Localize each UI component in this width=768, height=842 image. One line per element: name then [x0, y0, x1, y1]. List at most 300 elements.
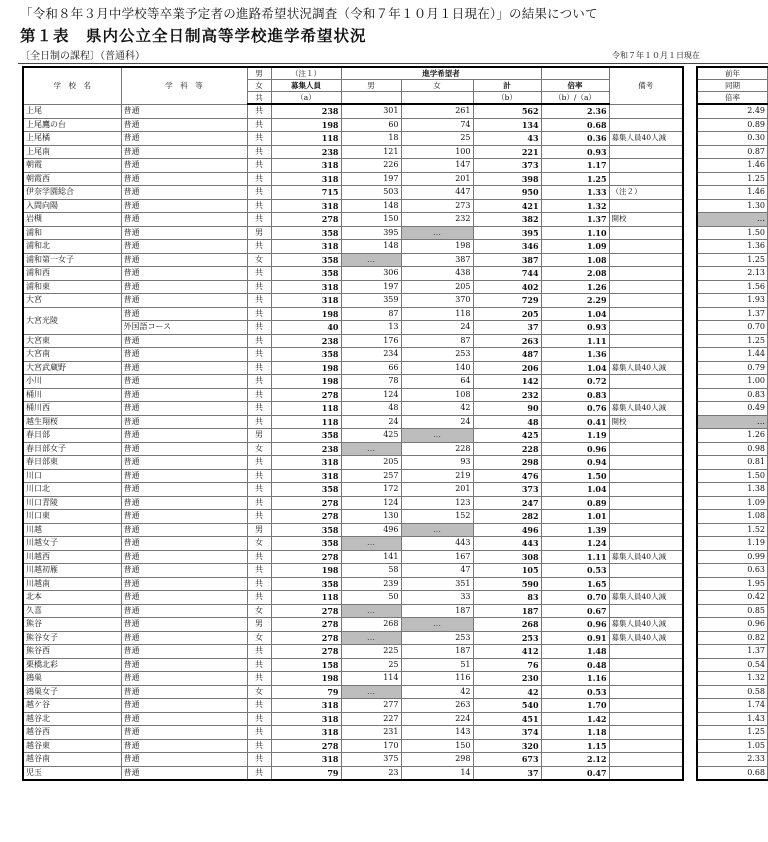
total-count-cell: 187	[473, 604, 541, 618]
total-count-cell: 412	[473, 645, 541, 659]
female-count-cell: 438	[401, 267, 473, 281]
school-name-cell: 春日部東	[23, 456, 121, 470]
table-row	[23, 145, 683, 159]
prev-table-row	[697, 253, 768, 267]
gender-cell: 共	[247, 496, 271, 510]
remarks-cell	[609, 388, 683, 402]
prev-ratio-cell: 0.68	[697, 766, 768, 780]
total-count-cell: 298	[473, 456, 541, 470]
prev-table-row	[697, 510, 768, 524]
dept-cell: 普通	[121, 672, 247, 686]
table-row	[23, 753, 683, 767]
capacity-cell: 278	[271, 510, 341, 524]
female-count-cell: 24	[401, 415, 473, 429]
remarks-cell	[609, 280, 683, 294]
dept-cell: 普通	[121, 186, 247, 200]
female-count-cell: …	[401, 618, 473, 632]
dept-cell: 普通	[121, 537, 247, 551]
table-row	[23, 294, 683, 308]
table-row	[23, 240, 683, 254]
female-count-cell: 443	[401, 537, 473, 551]
prev-ratio-cell: 0.63	[697, 564, 768, 578]
ratio-cell: 1.32	[541, 199, 609, 213]
gender-cell: 女	[247, 442, 271, 456]
table-row	[23, 456, 683, 470]
gender-cell: 共	[247, 456, 271, 470]
prev-ratio-cell: 1.05	[697, 739, 768, 753]
female-count-cell: 232	[401, 213, 473, 227]
prev-ratio-cell: 0.96	[697, 618, 768, 632]
gender-cell: 男	[247, 226, 271, 240]
male-count-cell: 277	[341, 699, 401, 713]
remarks-cell: 募集人員40人減	[609, 631, 683, 645]
table-row	[23, 550, 683, 564]
table-row	[23, 766, 683, 780]
capacity-cell: 238	[271, 442, 341, 456]
remarks-cell	[609, 307, 683, 321]
capacity-cell: 278	[271, 645, 341, 659]
capacity-cell: 278	[271, 618, 341, 632]
ratio-cell: 0.68	[541, 118, 609, 132]
male-count-cell: 18	[341, 132, 401, 146]
col-header-female: 女	[401, 80, 473, 92]
dept-cell: 普通	[121, 523, 247, 537]
male-count-cell: 130	[341, 510, 401, 524]
remarks-cell	[609, 564, 683, 578]
capacity-cell: 358	[271, 253, 341, 267]
remarks-cell	[609, 348, 683, 362]
male-count-cell: 425	[341, 429, 401, 443]
capacity-cell: 358	[271, 523, 341, 537]
capacity-cell: 318	[271, 753, 341, 767]
table-row	[23, 334, 683, 348]
prev-ratio-cell: 1.50	[697, 469, 768, 483]
remarks-cell	[609, 685, 683, 699]
female-count-cell: 387	[401, 253, 473, 267]
course-label: 〔全日制の課程〕（普通科）	[20, 51, 145, 62]
school-name-cell: 入間向陽	[23, 199, 121, 213]
remarks-cell: （注２）	[609, 186, 683, 200]
gender-cell: 共	[247, 645, 271, 659]
male-count-cell: 395	[341, 226, 401, 240]
total-count-cell: 562	[473, 104, 541, 118]
prev-table-row	[697, 537, 768, 551]
dept-cell: 普通	[121, 456, 247, 470]
male-count-cell: 197	[341, 172, 401, 186]
dept-cell: 外国語コース	[121, 321, 247, 335]
gender-cell: 共	[247, 294, 271, 308]
ratio-cell: 1.18	[541, 726, 609, 740]
prev-ratio-cell: 1.95	[697, 577, 768, 591]
table-row	[23, 226, 683, 240]
total-count-cell: 425	[473, 429, 541, 443]
school-name-cell: 栗橋北彩	[23, 658, 121, 672]
school-name-cell: 大宮南	[23, 348, 121, 362]
prev-table-row	[697, 726, 768, 740]
prev-table-row	[697, 334, 768, 348]
capacity-cell: 278	[271, 631, 341, 645]
female-count-cell: 351	[401, 577, 473, 591]
male-count-cell: 197	[341, 280, 401, 294]
capacity-cell: 318	[271, 699, 341, 713]
school-name-cell: 浦和西	[23, 267, 121, 281]
female-count-cell: 205	[401, 280, 473, 294]
col-header-applicants: 進学希望者	[341, 67, 541, 80]
female-count-cell: 118	[401, 307, 473, 321]
table-row	[23, 469, 683, 483]
capacity-cell: 198	[271, 361, 341, 375]
col-header-note1: （注１）	[271, 67, 341, 80]
dept-cell: 普通	[121, 442, 247, 456]
school-name-cell: 越ケ谷	[23, 699, 121, 713]
table-title: 第１表 県内公立全日制高等学校進学希望状況	[20, 26, 367, 45]
prev-table-row	[697, 132, 768, 146]
prev-table-row	[697, 577, 768, 591]
ratio-cell: 1.37	[541, 213, 609, 227]
dept-cell: 普通	[121, 510, 247, 524]
capacity-cell: 318	[271, 712, 341, 726]
table-row	[23, 348, 683, 362]
table-row	[23, 172, 683, 186]
prev-table-row	[697, 442, 768, 456]
male-count-cell: 225	[341, 645, 401, 659]
prev-table-row	[697, 672, 768, 686]
ratio-cell: 1.33	[541, 186, 609, 200]
capacity-cell: 278	[271, 550, 341, 564]
table-row	[23, 307, 683, 321]
prev-table-row	[697, 645, 768, 659]
dept-cell: 普通	[121, 645, 247, 659]
female-count-cell: 273	[401, 199, 473, 213]
remarks-cell	[609, 145, 683, 159]
table-row	[23, 699, 683, 713]
male-count-cell: 150	[341, 213, 401, 227]
dept-cell: 普通	[121, 699, 247, 713]
female-count-cell: 143	[401, 726, 473, 740]
dept-cell: 普通	[121, 685, 247, 699]
male-count-cell: …	[341, 253, 401, 267]
col-header-ratio: 倍率	[541, 80, 609, 92]
school-name-cell: 大宮	[23, 294, 121, 308]
female-count-cell: 24	[401, 321, 473, 335]
prev-ratio-cell: 1.43	[697, 712, 768, 726]
prev-table-row	[697, 172, 768, 186]
total-count-cell: 402	[473, 280, 541, 294]
capacity-cell: 715	[271, 186, 341, 200]
table-row	[23, 577, 683, 591]
male-count-cell: 227	[341, 712, 401, 726]
dept-cell: 普通	[121, 132, 247, 146]
school-name-cell: 川越初雁	[23, 564, 121, 578]
total-count-cell: 205	[473, 307, 541, 321]
remarks-cell	[609, 442, 683, 456]
remarks-cell	[609, 766, 683, 780]
ratio-cell: 0.47	[541, 766, 609, 780]
ratio-cell: 1.04	[541, 483, 609, 497]
capacity-cell: 318	[271, 456, 341, 470]
school-name-cell: 大宮武蔵野	[23, 361, 121, 375]
total-count-cell: 232	[473, 388, 541, 402]
total-count-cell: 282	[473, 510, 541, 524]
prev-table-row	[697, 712, 768, 726]
male-count-cell: 239	[341, 577, 401, 591]
gender-cell: 女	[247, 604, 271, 618]
male-count-cell: 375	[341, 753, 401, 767]
gender-cell: 共	[247, 415, 271, 429]
capacity-cell: 118	[271, 402, 341, 416]
school-name-cell: 浦和第一女子	[23, 253, 121, 267]
school-name-cell: 桶川西	[23, 402, 121, 416]
col-header-gender-male: 男	[247, 67, 271, 80]
gender-cell: 女	[247, 537, 271, 551]
col-header-remarks: 備考	[609, 67, 683, 104]
male-count-cell: 48	[341, 402, 401, 416]
prev-ratio-cell: 0.83	[697, 388, 768, 402]
prev-table-row	[697, 104, 768, 118]
gender-cell: 共	[247, 375, 271, 389]
school-name-cell: 川口	[23, 469, 121, 483]
gender-cell: 共	[247, 739, 271, 753]
prev-ratio-cell: 1.46	[697, 186, 768, 200]
ratio-cell: 0.96	[541, 442, 609, 456]
school-name-cell: 伊奈学園総合	[23, 186, 121, 200]
female-count-cell: 219	[401, 469, 473, 483]
total-count-cell: 421	[473, 199, 541, 213]
col-header-prev-ratio: 倍率	[697, 92, 768, 105]
female-count-cell: 187	[401, 645, 473, 659]
prev-table-row	[697, 699, 768, 713]
female-count-cell: 370	[401, 294, 473, 308]
prev-ratio-cell: 2.49	[697, 104, 768, 118]
male-count-cell: …	[341, 442, 401, 456]
gender-cell: 男	[247, 429, 271, 443]
gender-cell: 共	[247, 334, 271, 348]
male-count-cell: …	[341, 685, 401, 699]
prev-table-row	[697, 307, 768, 321]
table-row	[23, 672, 683, 686]
female-count-cell: 167	[401, 550, 473, 564]
ratio-cell: 1.11	[541, 550, 609, 564]
table-row	[23, 375, 683, 389]
capacity-cell: 318	[271, 726, 341, 740]
ratio-cell: 1.17	[541, 159, 609, 173]
prev-table-row	[697, 591, 768, 605]
remarks-cell	[609, 658, 683, 672]
table-row	[23, 429, 683, 443]
prev-ratio-cell: 1.37	[697, 307, 768, 321]
male-count-cell: 25	[341, 658, 401, 672]
table-row	[23, 213, 683, 227]
school-name-cell: 熊谷西	[23, 645, 121, 659]
ratio-cell: 1.42	[541, 712, 609, 726]
prev-ratio-cell: 1.08	[697, 510, 768, 524]
prev-ratio-cell: 1.25	[697, 253, 768, 267]
gender-cell: 共	[247, 591, 271, 605]
prev-ratio-cell: 1.09	[697, 496, 768, 510]
document-title: 「令和８年３月中学校等卒業予定者の進路希望状況調査（令和７年１０月１日現在）」の結果について	[20, 6, 598, 21]
female-count-cell: 201	[401, 483, 473, 497]
prev-table-row	[697, 213, 768, 227]
col-header-male: 男	[341, 80, 401, 92]
total-count-cell: 540	[473, 699, 541, 713]
table-row	[23, 645, 683, 659]
remarks-cell	[609, 334, 683, 348]
gender-cell: 共	[247, 132, 271, 146]
total-count-cell: 268	[473, 618, 541, 632]
male-count-cell: 23	[341, 766, 401, 780]
gender-cell: 共	[247, 186, 271, 200]
total-count-cell: 76	[473, 658, 541, 672]
dept-cell: 普通	[121, 104, 247, 118]
capacity-cell: 358	[271, 537, 341, 551]
ratio-cell: 1.16	[541, 672, 609, 686]
male-count-cell: 226	[341, 159, 401, 173]
col-header-capacity: 募集人員	[271, 80, 341, 92]
prev-ratio-cell: 0.82	[697, 631, 768, 645]
school-name-cell: 久喜	[23, 604, 121, 618]
table-row	[23, 726, 683, 740]
school-name-cell: 朝霞	[23, 159, 121, 173]
ratio-cell: 0.67	[541, 604, 609, 618]
total-count-cell: 206	[473, 361, 541, 375]
prev-table-row	[697, 348, 768, 362]
school-name-cell: 上尾	[23, 104, 121, 118]
capacity-cell: 318	[271, 199, 341, 213]
gender-cell: 共	[247, 388, 271, 402]
gender-cell: 共	[247, 469, 271, 483]
col-header-gender-female: 女	[247, 80, 271, 92]
dept-cell: 普通	[121, 415, 247, 429]
total-count-cell: 451	[473, 712, 541, 726]
dept-cell: 普通	[121, 294, 247, 308]
school-name-cell: 鴻巣	[23, 672, 121, 686]
total-count-cell: 374	[473, 726, 541, 740]
capacity-cell: 278	[271, 604, 341, 618]
dept-cell: 普通	[121, 267, 247, 281]
total-count-cell: 263	[473, 334, 541, 348]
capacity-cell: 158	[271, 658, 341, 672]
total-count-cell: 43	[473, 132, 541, 146]
male-count-cell: 60	[341, 118, 401, 132]
capacity-cell: 318	[271, 294, 341, 308]
table-row	[23, 321, 683, 335]
female-count-cell: 64	[401, 375, 473, 389]
school-name-cell: 越谷東	[23, 739, 121, 753]
prev-table-row	[697, 267, 768, 281]
prev-table-row	[697, 118, 768, 132]
female-count-cell: 263	[401, 699, 473, 713]
male-count-cell: 148	[341, 199, 401, 213]
male-count-cell: 170	[341, 739, 401, 753]
prev-ratio-cell: 0.79	[697, 361, 768, 375]
female-count-cell: 51	[401, 658, 473, 672]
gender-cell: 共	[247, 672, 271, 686]
school-name-cell: 大宮東	[23, 334, 121, 348]
table-row	[23, 510, 683, 524]
male-count-cell: 176	[341, 334, 401, 348]
female-count-cell: …	[401, 226, 473, 240]
dept-cell: 普通	[121, 483, 247, 497]
male-count-cell: 24	[341, 415, 401, 429]
male-count-cell: 172	[341, 483, 401, 497]
female-count-cell: 25	[401, 132, 473, 146]
male-count-cell: 124	[341, 388, 401, 402]
female-count-cell: 33	[401, 591, 473, 605]
total-count-cell: 228	[473, 442, 541, 456]
total-count-cell: 308	[473, 550, 541, 564]
col-header-b: （b）	[473, 92, 541, 105]
male-count-cell: 306	[341, 267, 401, 281]
female-count-cell: 152	[401, 510, 473, 524]
total-count-cell: 673	[473, 753, 541, 767]
school-name-cell: 北本	[23, 591, 121, 605]
ratio-cell: 1.15	[541, 739, 609, 753]
prev-ratio-cell: 1.30	[697, 199, 768, 213]
gender-cell: 共	[247, 726, 271, 740]
total-count-cell: 320	[473, 739, 541, 753]
remarks-cell	[609, 726, 683, 740]
table-row	[23, 415, 683, 429]
school-name-cell: 川口北	[23, 483, 121, 497]
prev-table-row	[697, 469, 768, 483]
prev-table-row	[697, 226, 768, 240]
capacity-cell: 79	[271, 766, 341, 780]
dept-cell: 普通	[121, 159, 247, 173]
dept-cell: 普通	[121, 726, 247, 740]
total-count-cell: 496	[473, 523, 541, 537]
total-count-cell: 221	[473, 145, 541, 159]
prev-table-row	[697, 429, 768, 443]
prev-ratio-cell: 0.98	[697, 442, 768, 456]
prev-table-row	[697, 388, 768, 402]
prev-table-row	[697, 753, 768, 767]
gender-cell: 共	[247, 159, 271, 173]
capacity-cell: 358	[271, 577, 341, 591]
school-name-cell: 越生翔桜	[23, 415, 121, 429]
prev-ratio-cell: 2.13	[697, 267, 768, 281]
school-name-cell: 児玉	[23, 766, 121, 780]
male-count-cell: …	[341, 604, 401, 618]
gender-cell: 共	[247, 564, 271, 578]
gender-cell: 共	[247, 658, 271, 672]
gender-cell: 共	[247, 712, 271, 726]
ratio-cell: 1.24	[541, 537, 609, 551]
remarks-cell	[609, 253, 683, 267]
gender-cell: 共	[247, 361, 271, 375]
female-count-cell: 224	[401, 712, 473, 726]
dept-cell: 普通	[121, 429, 247, 443]
header-divider	[18, 63, 768, 64]
applicant-table	[22, 66, 684, 781]
male-count-cell: 257	[341, 469, 401, 483]
school-name-cell: 川口青陵	[23, 496, 121, 510]
prev-ratio-cell: 1.50	[697, 226, 768, 240]
male-count-cell: …	[341, 537, 401, 551]
female-count-cell: 87	[401, 334, 473, 348]
col-header-prev-same: 同期	[697, 80, 768, 92]
remarks-cell	[609, 172, 683, 186]
male-count-cell: 503	[341, 186, 401, 200]
gender-cell: 共	[247, 753, 271, 767]
ratio-cell: 2.36	[541, 104, 609, 118]
col-header-ratio-formula: （b）/（a）	[541, 92, 609, 105]
school-name-cell: 上尾橘	[23, 132, 121, 146]
prev-table-row	[697, 456, 768, 470]
prev-table-row	[697, 361, 768, 375]
col-header-prev-year: 前年	[697, 67, 768, 80]
prev-table-row	[697, 321, 768, 335]
remarks-cell	[609, 577, 683, 591]
